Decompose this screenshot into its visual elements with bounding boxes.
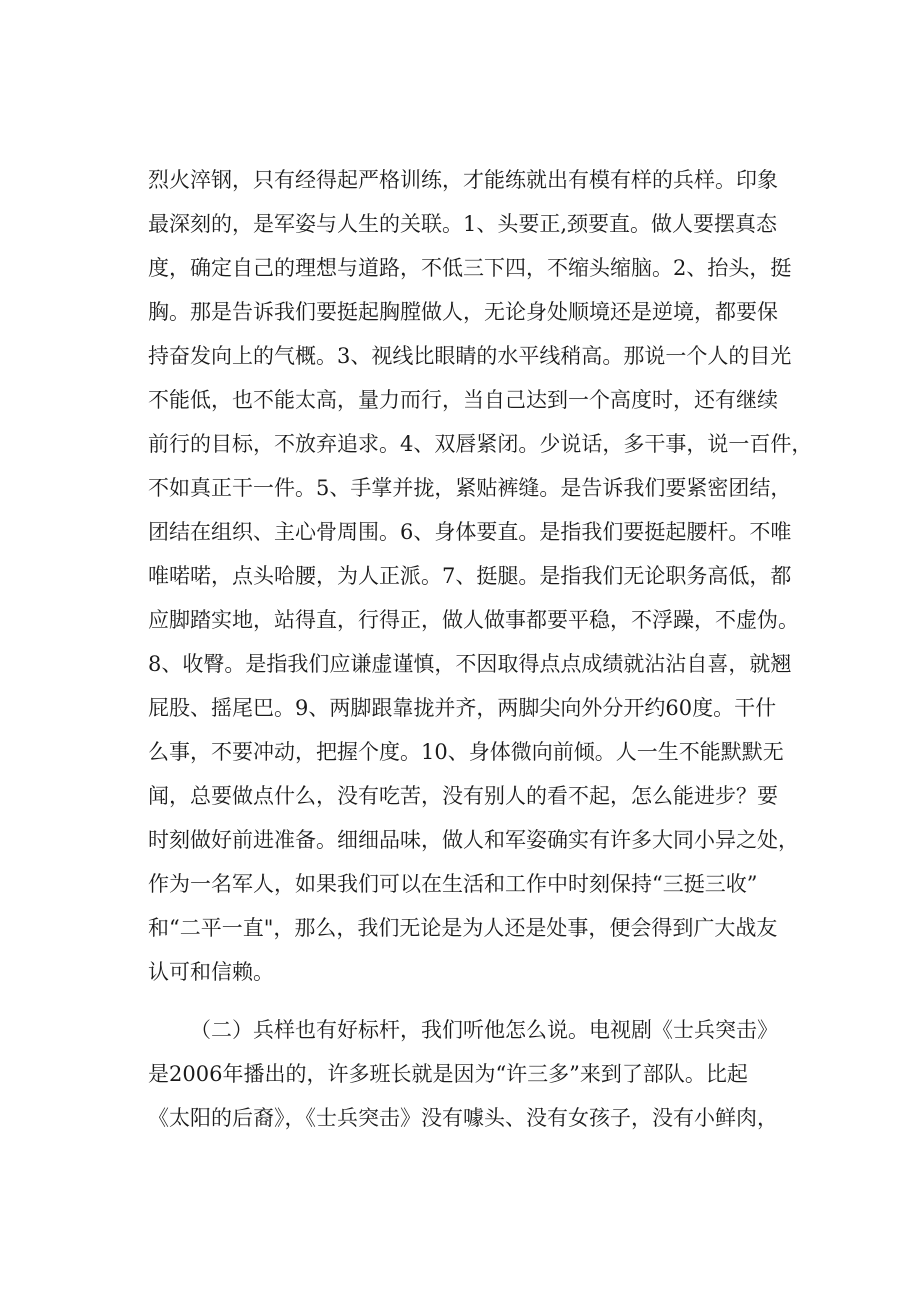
- text-line: 唯喏喏，点头哈腰，为人正派。7、挺腿。是指我们无论职务高低，都: [148, 564, 792, 588]
- text-line: （二）兵样也有好标杆，我们听他怎么说。电视剧《士兵突击》: [190, 1018, 778, 1042]
- text-line: 团结在组织、主心骨周围。6、身体要直。是指我们要挺起腰杆。不唯: [148, 520, 792, 544]
- text-line: 持奋发向上的气概。3、视线比眼睛的水平线稍高。那说一个人的目光: [148, 344, 792, 368]
- text-line: 8、收臀。是指我们应谦虚谨慎，不因取得点点成绩就沾沾自喜，就翘: [148, 652, 792, 676]
- paragraph-2: [148, 1008, 820, 1140]
- text-line: 闻，总要做点什么，没有吃苦，没有别人的看不起，怎么能进步？要: [148, 784, 778, 808]
- paragraph-gap: [148, 994, 820, 1008]
- text-line: 度，确定自己的理想与道路，不低三下四，不缩头缩脑。2、抬头，挺: [148, 256, 792, 280]
- text-line: 胸。那是告诉我们要挺起胸膛做人，无论身处顺境还是逆境，都要保: [148, 300, 778, 324]
- text-line: 么事，不要冲动，把握个度。10、身体微向前倾。人一生不能默默无: [148, 740, 784, 764]
- text-line: 《太阳的后裔》，《士兵突击》没有噱头、没有女孩子，没有小鲜肉，: [148, 1106, 778, 1130]
- text-line: 屁股、摇尾巴。9、两脚跟靠拢并齐，两脚尖向外分开约60度。干什: [148, 696, 777, 720]
- text-line: 作为一名军人，如果我们可以在生活和工作中时刻保持“三挺三收”: [148, 872, 758, 896]
- body-text: [148, 158, 820, 1140]
- text-line: 不能低，也不能太高，量力而行，当自己达到一个高度时，还有继续: [148, 388, 778, 412]
- text-line: 最深刻的，是军姿与人生的关联。1、头要正,颈要直。做人要摆真态: [148, 212, 778, 236]
- text-line: 认可和信赖。: [148, 960, 274, 984]
- text-line: 前行的目标，不放弃追求。4、双唇紧闭。少说话，多干事，说一百件，: [148, 432, 813, 456]
- text-line: 时刻做好前进准备。细细品味，做人和军姿确实有许多大同小异之处，: [148, 828, 799, 852]
- text-line: 是2006年播出的，许多班长就是因为“许三多”来到了部队。比起: [148, 1062, 748, 1086]
- text-line: 应脚踏实地，站得直，行得正，做人做事都要平稳，不浮躁，不虚伪。: [148, 608, 799, 632]
- text-line: 烈火淬钢，只有经得起严格训练，才能练就出有模有样的兵样。印象: [148, 168, 778, 192]
- text-line: 不如真正干一件。5、手掌并拢，紧贴裤缝。是告诉我们要紧密团结，: [148, 476, 792, 500]
- text-line: 和“二平一直"，那么，我们无论是为人还是处事，便会得到广大战友: [148, 916, 778, 940]
- paragraph-1: [148, 158, 820, 994]
